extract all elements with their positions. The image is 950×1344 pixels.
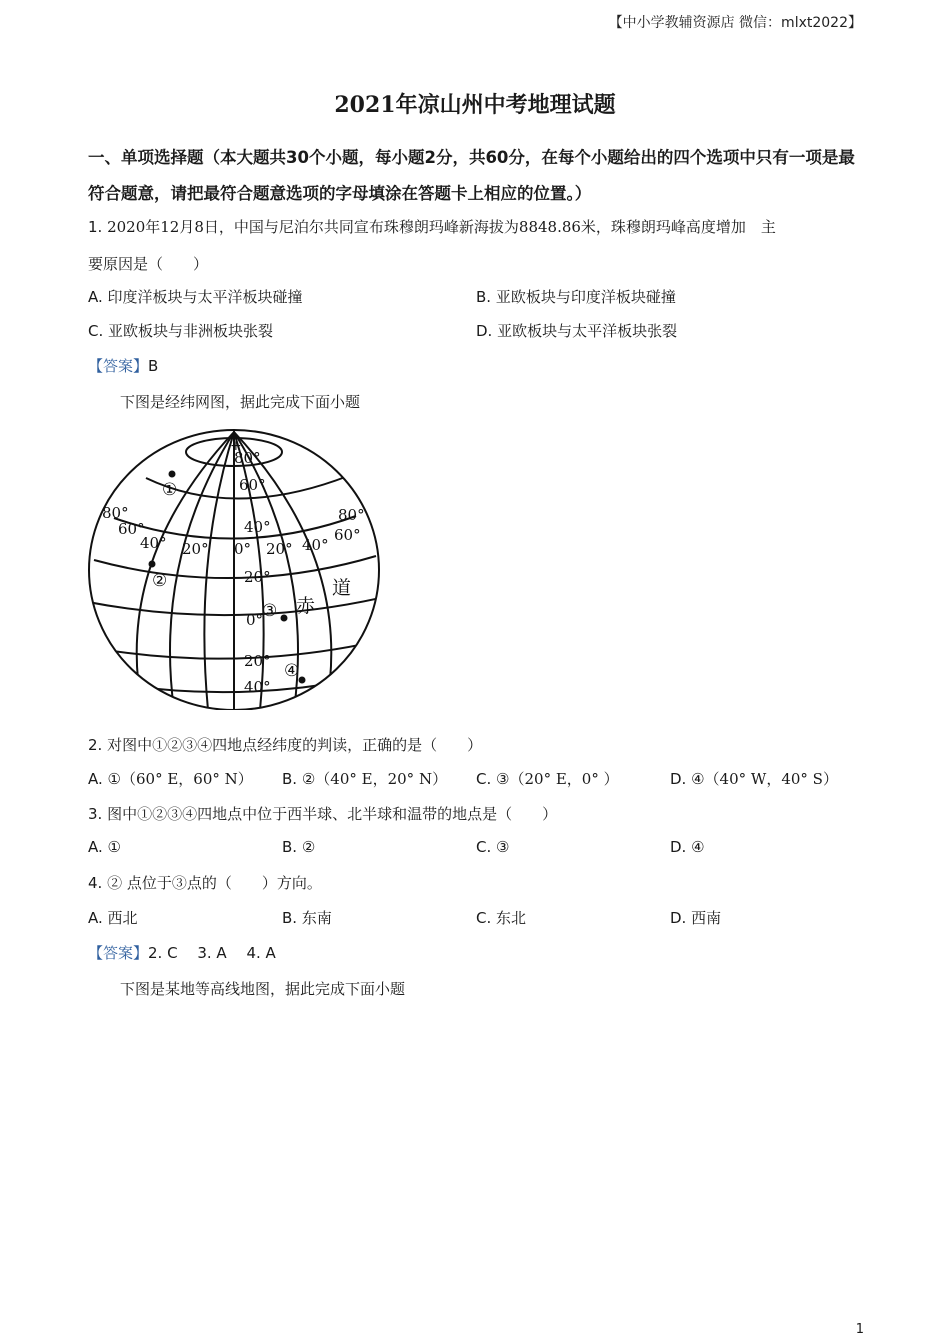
q1-option-b: B. 亚欧板块与印度洋板块碰撞 (476, 288, 676, 306)
q2-option-c: C. ③（20° E，0° ） (476, 770, 619, 788)
q4-option-d: D. 西南 (670, 909, 722, 927)
q4-option-a: A. 西北 (88, 909, 138, 927)
lon-label: 20° (266, 540, 293, 558)
answer-values: 2. C 3. A 4. A (148, 944, 276, 962)
q4-option-b: B. 东南 (282, 909, 332, 927)
page-number: 1 (855, 1322, 864, 1337)
lon-label: 20° (182, 540, 209, 558)
lon-label: 60° (334, 526, 361, 544)
question-3: 3. 图中①②③④四地点中位于西半球、北半球和温带的地点是（ ） (88, 805, 558, 823)
question-1-line1 (88, 216, 776, 237)
q1-option-d: D. 亚欧板块与太平洋板块张裂 (476, 322, 678, 340)
equator-char: 道 (332, 577, 352, 599)
point-2-label: ② (152, 571, 168, 591)
q3-option-b: B. ② (282, 838, 316, 856)
intro-globe: 下图是经纬网图，据此完成下面小题 (120, 393, 361, 411)
svg-text:+: + (230, 438, 242, 454)
q3-option-a: A. ① (88, 838, 121, 856)
section-heading: 一、单项选择题（本大题共30个小题，每小题2分，共60分，在每个小题给出的四个选项中只有一项是最符合题意，请把最符合题意选项的字母填涂在答题卡上相应的位置。） (88, 148, 855, 203)
lon-label: 80° (338, 506, 365, 524)
lat-label: 80° (234, 449, 261, 467)
answer-tag: 【答案】 (88, 357, 149, 375)
lon-label: 0° (234, 540, 252, 558)
lat-label: 40° (244, 678, 271, 696)
lat-label: 60° (239, 476, 266, 494)
q1-answer (88, 355, 158, 376)
lat-label: 40° (244, 518, 271, 536)
lon-label: 60° (118, 520, 145, 538)
header-note: 【中小学教辅资源店 微信：mlxt2022】 (608, 15, 862, 31)
q1-option-c: C. 亚欧板块与非洲板块张裂 (88, 322, 274, 340)
answers-2-4 (88, 942, 276, 963)
q3-option-d: D. ④ (670, 838, 705, 856)
q3-option-c: C. ③ (476, 838, 510, 856)
page-title: 2021年凉山州中考地理试题 (334, 92, 616, 118)
lat-lon-globe-figure (84, 420, 384, 710)
q2-option-b: B. ②（40° E，20° N） (282, 770, 448, 788)
point-3-label: ③ (262, 601, 278, 621)
lat-label: 20° (244, 652, 271, 670)
q4-option-c: C. 东北 (476, 909, 527, 927)
answer-tag: 【答案】 (88, 944, 149, 962)
lon-label: 80° (102, 504, 129, 522)
question-stem: 2020年12月8日，中国与尼泊尔共同宣布珠穆朗玛峰新海拔为8848.86米，珠穆朗玛峰高度增加 主 (107, 218, 776, 236)
q2-option-a: A. ①（60° E，60° N） (88, 770, 253, 788)
intro-contour: 下图是某地等高线地图，据此完成下面小题 (120, 980, 406, 998)
lon-label: 40° (140, 534, 167, 552)
question-4: 4. ② 点位于③点的（ ）方向。 (88, 874, 322, 892)
lat-label: 0° (246, 611, 264, 629)
q2-option-d: D. ④（40° W，40° S） (670, 770, 838, 788)
equator-char: 赤 (296, 595, 316, 617)
point-4-label: ④ (284, 661, 300, 681)
question-number: 1. (88, 218, 103, 236)
lon-label: 40° (302, 536, 329, 554)
q1-option-a: A. 印度洋板块与太平洋板块碰撞 (88, 288, 303, 306)
lat-label: 20° (244, 568, 271, 586)
question-2: 2. 对图中①②③④四地点经纬度的判读，正确的是（ ） (88, 736, 483, 754)
point-1-label: ① (162, 480, 178, 500)
answer-value: B (148, 357, 159, 375)
question-1-line2: 要原因是（ ） (88, 255, 209, 273)
